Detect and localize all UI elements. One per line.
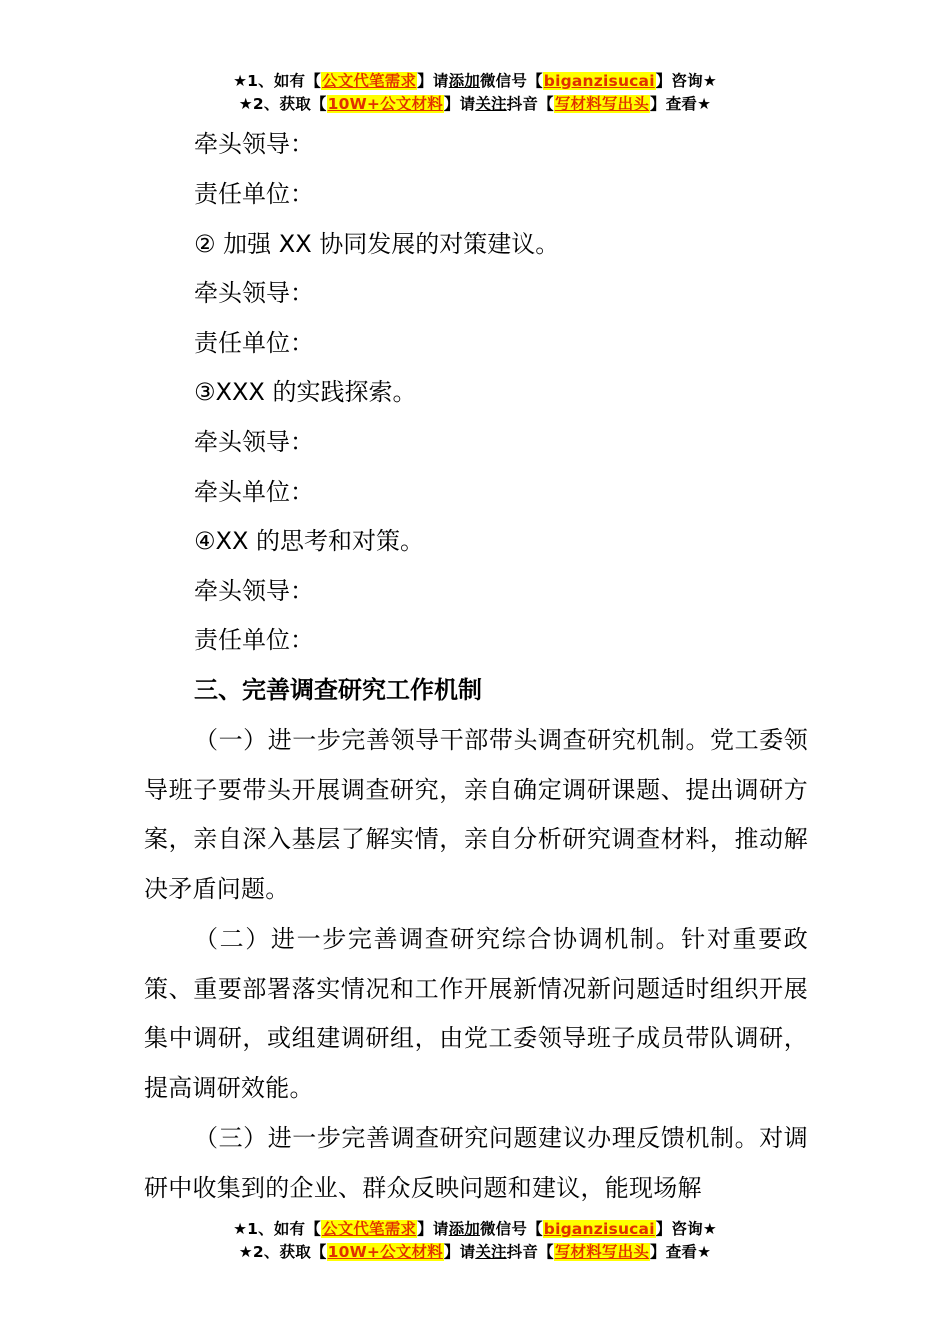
text-line: ④XX 的思考和对策。 xyxy=(194,527,425,555)
text-line: 牵头领导： xyxy=(194,428,314,456)
paragraph-2: （二）进一步完善调查研究综合协调机制。针对重要政策、重要部署落实情况和工作开展新情况新问题适时组织开展集中调研，或组建调研组，由党工委领导班子成员带队调研，提高调研效能。 xyxy=(144,925,808,1102)
text-line: ② 加强 XX 协同发展的对策建议。 xyxy=(194,230,560,258)
text-line: 牵头领导： xyxy=(194,279,314,307)
text-line: 责任单位： xyxy=(194,180,314,208)
banner-highlight: biganzisucai xyxy=(543,1220,655,1238)
banner-highlight: 10W+公文材料 xyxy=(327,95,443,113)
banner-line-1: ★1、如有【公文代笔需求】请添加微信号【biganzisucai】咨询★ xyxy=(233,1220,717,1238)
text-line: 责任单位： xyxy=(194,626,314,654)
footer-banner xyxy=(0,1218,950,1264)
banner-highlight: 公文代笔需求 xyxy=(321,72,417,90)
text-line: ③XXX 的实践探索。 xyxy=(194,378,417,406)
banner-highlight: 10W+公文材料 xyxy=(327,1243,443,1261)
paragraph-1: （一）进一步完善领导干部带头调查研究机制。党工委领导班子要带头开展调查研究，亲自确定调研课题、提出调研方案，亲自深入基层了解实情，亲自分析研究调查材料，推动解决矛盾问题。 xyxy=(144,726,808,903)
text-line: 牵头单位： xyxy=(194,478,314,506)
banner-highlight: 写材料写出头 xyxy=(554,1243,650,1261)
text-line: 牵头领导： xyxy=(194,577,314,605)
banner-highlight: 公文代笔需求 xyxy=(321,1220,417,1238)
text-line: 牵头领导： xyxy=(194,130,314,158)
section-heading: 三、完善调查研究工作机制 xyxy=(194,676,482,704)
banner-line-2: ★2、获取【10W+公文材料】请关注抖音【写材料写出头】查看★ xyxy=(238,95,712,113)
banner-line-2: ★2、获取【10W+公文材料】请关注抖音【写材料写出头】查看★ xyxy=(238,1243,712,1261)
text-line: 责任单位： xyxy=(194,329,314,357)
banner-line-1: ★1、如有【公文代笔需求】请添加微信号【biganzisucai】咨询★ xyxy=(233,72,717,90)
header-banner xyxy=(0,70,950,116)
paragraph-3: （三）进一步完善调查研究问题建议办理反馈机制。对调研中收集到的企业、群众反映问题和建议，能现场解 xyxy=(144,1124,808,1202)
banner-highlight: 写材料写出头 xyxy=(554,95,650,113)
banner-highlight: biganzisucai xyxy=(543,72,655,90)
